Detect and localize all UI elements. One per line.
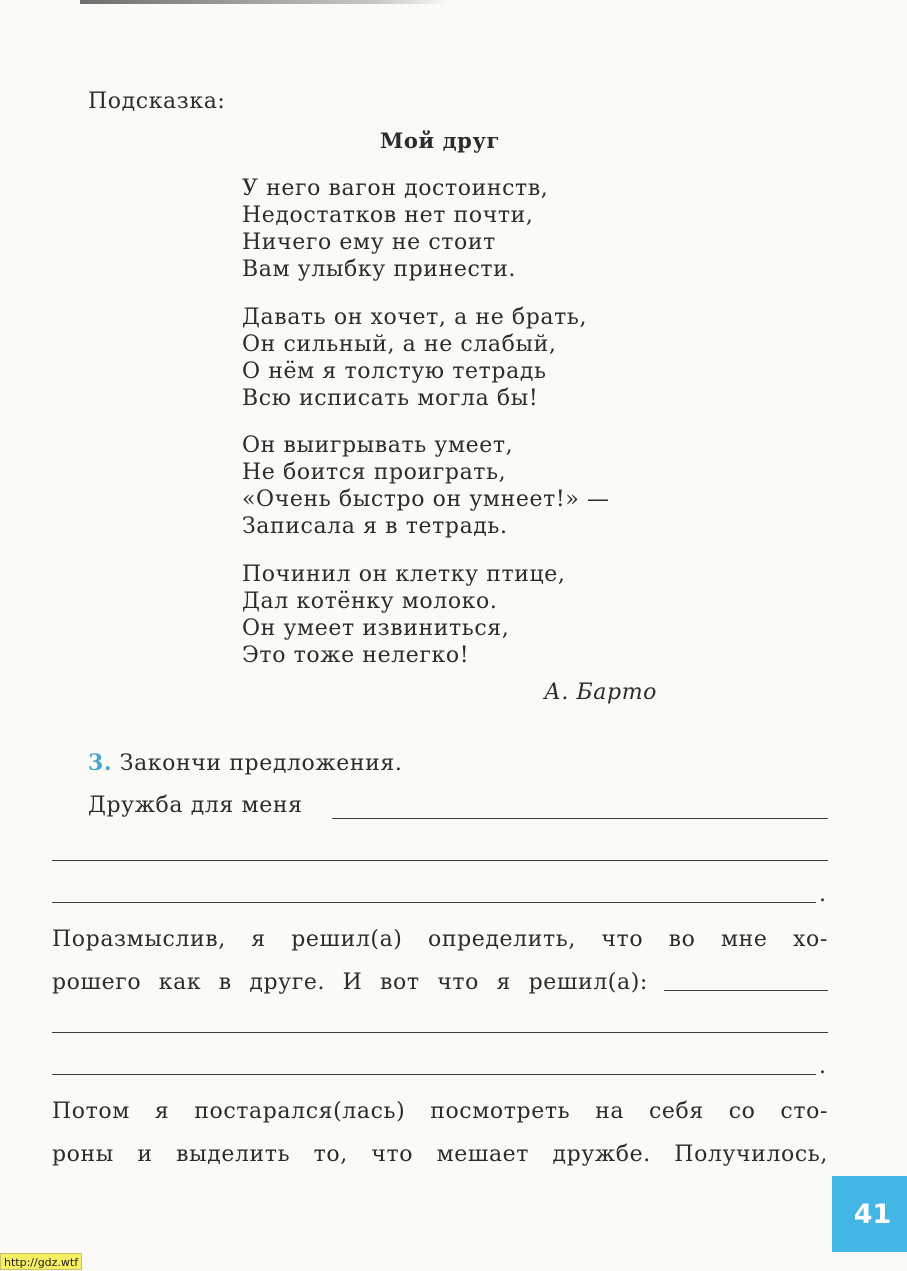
paragraph-word: в bbox=[218, 970, 232, 995]
paragraph-word: хо- bbox=[793, 927, 828, 952]
answer-line-2[interactable] bbox=[52, 860, 828, 861]
task-number: 3. bbox=[88, 750, 113, 776]
paragraph-word: на bbox=[595, 1099, 625, 1124]
paragraph-word: рошего bbox=[52, 970, 142, 995]
poem-title: Мой друг bbox=[380, 128, 500, 153]
paragraph-word: я bbox=[496, 970, 512, 995]
page-number-tab bbox=[832, 1176, 907, 1252]
page-number: 41 bbox=[853, 1198, 892, 1230]
paragraph-word: посмотреть bbox=[430, 1099, 571, 1124]
paragraph-word: себя bbox=[648, 1099, 704, 1124]
top-edge-strip bbox=[80, 0, 450, 4]
answer-line-5[interactable] bbox=[52, 1032, 828, 1033]
hint-label: Подсказка: bbox=[88, 89, 226, 114]
poem-stanza-1 bbox=[242, 175, 548, 283]
poem-line: Записала я в тетрадь. bbox=[242, 514, 508, 539]
poem-line: Не боится проиграть, bbox=[242, 460, 507, 485]
paragraph-word: что bbox=[437, 970, 479, 995]
answer-line-3[interactable] bbox=[52, 902, 816, 903]
poem-author: А. Барто bbox=[544, 680, 657, 705]
paragraph-word: Потом bbox=[52, 1099, 130, 1124]
paragraph-word: дружбе. bbox=[552, 1142, 651, 1167]
period-mark: . bbox=[819, 882, 826, 907]
paragraph-word: решил(а) bbox=[291, 927, 403, 952]
poem-stanza-3 bbox=[242, 432, 610, 540]
poem-line: Это тоже нелегко! bbox=[242, 643, 470, 668]
paragraph-word: я bbox=[251, 927, 266, 952]
paragraph-word: выделить bbox=[176, 1142, 291, 1167]
paragraph-word: постарался(лась) bbox=[194, 1099, 406, 1124]
poem-line: Он выигрывать умеет, bbox=[242, 433, 514, 458]
poem-line: Он сильный, а не слабый, bbox=[242, 332, 557, 357]
paragraph-word: роны bbox=[52, 1142, 114, 1167]
paragraph-word: друге. bbox=[249, 970, 326, 995]
poem-line: Всю исписать могла бы! bbox=[242, 386, 539, 411]
paragraph-line bbox=[52, 1090, 828, 1133]
poem-line: Ничего ему не стоит bbox=[242, 230, 496, 255]
paragraph-word: во bbox=[668, 927, 696, 952]
poem-stanza-2 bbox=[242, 304, 587, 412]
task-3-prompt: Дружба для меня bbox=[88, 793, 303, 818]
poem-line: Он умеет извиниться, bbox=[242, 616, 510, 641]
answer-line-1[interactable] bbox=[332, 818, 828, 819]
paragraph-word: мешает bbox=[436, 1142, 530, 1167]
poem-stanza-4 bbox=[242, 561, 566, 669]
poem-line: Дал котёнку молоко. bbox=[242, 589, 498, 614]
paragraph-word: я bbox=[154, 1099, 170, 1124]
poem-line: Давать он хочет, а не брать, bbox=[242, 305, 588, 330]
task-3-heading bbox=[88, 749, 402, 778]
period-mark: . bbox=[819, 1054, 826, 1079]
paragraph-word: мне bbox=[720, 927, 768, 952]
paragraph-word: что bbox=[601, 927, 644, 952]
reflection-paragraph-1 bbox=[52, 918, 828, 1004]
paragraph-word: и bbox=[137, 1142, 153, 1167]
paragraph-word: то, bbox=[313, 1142, 348, 1167]
answer-line-4[interactable] bbox=[664, 990, 828, 991]
answer-line-6[interactable] bbox=[52, 1074, 816, 1075]
poem-line: У него вагон достоинств, bbox=[242, 176, 549, 201]
poem-line: Починил он клетку птице, bbox=[242, 562, 566, 587]
poem-line: О нём я толстую тетрадь bbox=[242, 359, 547, 384]
paragraph-word: решил(а): bbox=[528, 970, 648, 995]
paragraph-line bbox=[52, 1133, 828, 1176]
task-instruction: Закончи предложения. bbox=[119, 751, 403, 776]
poem-line: Вам улыбку принести. bbox=[242, 257, 516, 282]
paragraph-word: сто- bbox=[780, 1099, 828, 1124]
paragraph-line bbox=[52, 918, 828, 961]
paragraph-word: как bbox=[158, 970, 202, 995]
poem-line: Недостатков нет почти, bbox=[242, 203, 534, 228]
paragraph-word: со bbox=[728, 1099, 756, 1124]
paragraph-word: вот bbox=[380, 970, 420, 995]
watermark-link[interactable]: http://gdz.wtf bbox=[0, 1253, 82, 1270]
paragraph-word: И bbox=[342, 970, 363, 995]
paragraph-word: что bbox=[371, 1142, 414, 1167]
paragraph-word: определить, bbox=[427, 927, 576, 952]
reflection-paragraph-2 bbox=[52, 1090, 828, 1176]
paragraph-word: Поразмыслив, bbox=[52, 927, 226, 952]
paragraph-line bbox=[52, 961, 648, 1004]
poem-line: «Очень быстро он умнеет!» — bbox=[242, 487, 610, 512]
paragraph-word: Получилось, bbox=[674, 1142, 828, 1167]
